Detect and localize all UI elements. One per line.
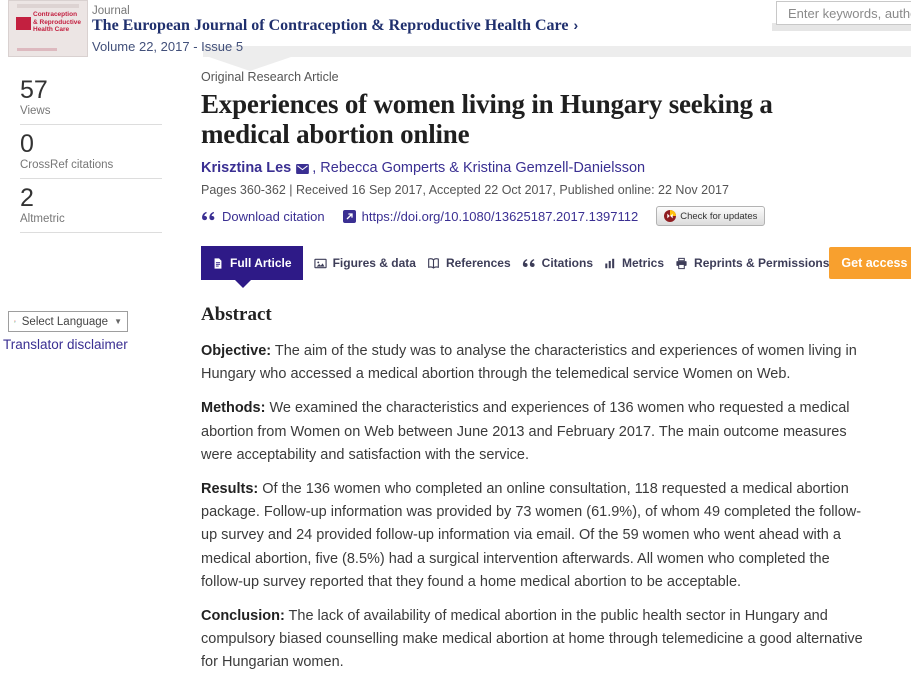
conclusion-label: Conclusion: xyxy=(201,608,285,625)
article-content xyxy=(201,70,908,686)
article-tab-bar xyxy=(201,246,908,280)
tab-figures-data[interactable] xyxy=(314,256,416,270)
metric-altmetric xyxy=(20,182,162,233)
citation-toolbar xyxy=(201,206,883,226)
crossmark-logo-icon xyxy=(664,210,676,222)
views-label: Views xyxy=(20,105,51,117)
journal-title-text: The European Journal of Contraception & Reproductive Health Care xyxy=(92,17,569,34)
views-count: 57 xyxy=(20,76,48,104)
journal-label: Journal xyxy=(92,5,130,17)
cover-decoration-bottom xyxy=(17,48,57,51)
doi-link[interactable] xyxy=(343,209,639,224)
abstract-objective xyxy=(201,340,873,386)
volume-issue-link[interactable]: Volume 22, 2017 - Issue 5 xyxy=(92,39,244,54)
tab-full-article[interactable] xyxy=(201,246,303,280)
select-language-dropdown[interactable] xyxy=(8,311,128,332)
abstract-heading: Abstract xyxy=(201,304,272,325)
tab-references-label: References xyxy=(445,256,511,270)
abstract-results xyxy=(201,478,873,594)
methods-label: Methods: xyxy=(201,400,266,417)
check-for-updates-label: Check for updates xyxy=(680,210,758,222)
metric-crossref xyxy=(20,128,162,179)
download-citation-link[interactable] xyxy=(201,209,325,224)
tab-full-article-label: Full Article xyxy=(230,256,292,270)
tab-metrics-label: Metrics xyxy=(622,256,665,270)
results-text: Of the 136 women who completed an online consultation, 118 requested a medical abortion package. Follow-up information was provided by 73 women (61.9%), of whom 49 completed the follow-up survey and 24 provided follow-up information via email. Of the 59 women who went ahead with a medical abortion, five (8.5%) had a surgical intervention afterwards. All women who completed the follow-up survey reported that they found a home medical abortion to be acceptable. xyxy=(201,481,862,590)
quote-icon xyxy=(201,211,216,222)
journal-cover-thumbnail[interactable] xyxy=(8,0,88,57)
objective-text: The aim of the study was to analyse the characteristics and experiences of women living in Hungary who accessed a medical abortion through the telemedical service Women on Web. xyxy=(201,343,857,383)
cover-decoration xyxy=(17,4,79,8)
image-icon xyxy=(314,257,327,270)
get-access-button[interactable]: Get access xyxy=(829,247,911,279)
translator-disclaimer-link[interactable]: Translator disclaimer xyxy=(3,337,128,352)
tab-references[interactable] xyxy=(427,256,511,270)
results-label: Results: xyxy=(201,481,259,498)
search-input[interactable] xyxy=(776,1,911,25)
tab-figures-data-label: Figures & data xyxy=(332,256,416,270)
cover-logo-block xyxy=(16,17,31,30)
tab-reprints-permissions[interactable] xyxy=(675,256,829,270)
crossref-count: 0 xyxy=(20,130,34,158)
book-icon xyxy=(427,257,440,270)
altmetric-label: Altmetric xyxy=(20,213,65,225)
author-link[interactable]: Krisztina Les xyxy=(201,160,292,176)
altmetric-count: 2 xyxy=(20,184,34,212)
header-notch-pointer xyxy=(206,56,294,71)
conclusion-text: The lack of availability of medical abortion in the public health sector in Hungary and compulsory biased counselling make medical abortion at home through telemedicine a good alternative for Hungarian women. xyxy=(201,608,863,671)
abstract-methods xyxy=(201,397,873,467)
tab-citations[interactable] xyxy=(522,256,593,270)
coauthor-links[interactable]: , Rebecca Gomperts & Kristina Gemzell-Danielsson xyxy=(312,160,646,176)
download-citation-label: Download citation xyxy=(222,208,325,224)
email-envelope-icon[interactable] xyxy=(296,164,309,174)
chevron-right-icon: › xyxy=(573,17,579,33)
header-divider-band xyxy=(203,46,911,57)
abstract-conclusion xyxy=(201,605,873,675)
crossref-label: CrossRef citations xyxy=(20,159,114,171)
bar-chart-icon xyxy=(604,257,616,270)
article-metrics-panel xyxy=(20,74,162,236)
cover-title-text: Contraception & Reproductive Health Care xyxy=(33,11,82,33)
document-icon xyxy=(212,257,224,270)
tab-citations-label: Citations xyxy=(541,256,593,270)
author-list xyxy=(201,160,883,176)
external-link-icon xyxy=(343,210,356,223)
abstract-section xyxy=(201,304,883,675)
select-language-label: Select Language xyxy=(21,315,109,328)
journal-title-link[interactable] xyxy=(92,17,578,35)
printer-icon xyxy=(675,257,688,270)
article-meta-line: Pages 360-362 | Received 16 Sep 2017, Accepted 22 Oct 2017, Published online: 22 Nov 2017 xyxy=(201,183,729,197)
article-title: Experiences of women living in Hungary seeking a medical abortion online xyxy=(201,89,773,149)
methods-text: We examined the characteristics and experiences of 136 women who requested a medical abortion from Women on Web between June 2013 and February 2017. The main outcome measures were acceptability and satisfaction with the service. xyxy=(201,400,850,463)
google-logo-icon xyxy=(14,315,16,328)
check-for-updates-button[interactable] xyxy=(656,206,765,226)
tab-reprints-permissions-label: Reprints & Permissions xyxy=(694,256,830,270)
dropdown-arrow-icon: ▼ xyxy=(114,317,122,326)
metric-views xyxy=(20,74,162,125)
article-type-label: Original Research Article xyxy=(201,70,339,84)
quote-icon xyxy=(522,258,536,269)
doi-url-text: https://doi.org/10.1080/13625187.2017.1397112 xyxy=(361,208,639,224)
objective-label: Objective: xyxy=(201,343,272,359)
tab-metrics[interactable] xyxy=(604,256,664,270)
